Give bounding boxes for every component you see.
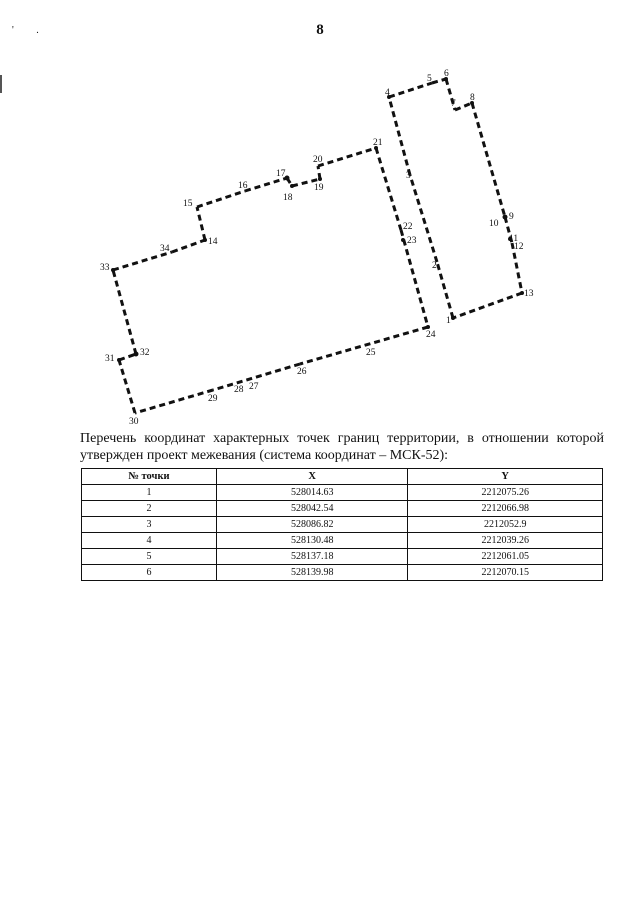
edge-34-14 xyxy=(172,240,205,252)
edge-32-33 xyxy=(113,270,136,354)
table-caption: Перечень координат характерных точек границ территории, в отношении которой утвержден проект межевания (система координат – МСК-52): xyxy=(80,431,604,463)
point-label-13: 13 xyxy=(524,289,534,299)
point-label-15: 15 xyxy=(183,199,193,209)
point-marker-10 xyxy=(503,215,508,220)
cell-y: 2212061.05 xyxy=(408,549,603,565)
point-label-10: 10 xyxy=(489,219,499,229)
point-label-12: 12 xyxy=(514,242,524,252)
point-label-19: 19 xyxy=(314,183,324,193)
edge-3-4 xyxy=(389,97,410,175)
edge-20-21 xyxy=(318,148,376,166)
point-marker-18 xyxy=(290,184,294,188)
edge-1-2 xyxy=(437,262,453,318)
point-label-23: 23 xyxy=(407,236,417,246)
point-label-26: 26 xyxy=(297,367,307,377)
cell-x: 528042.54 xyxy=(216,501,408,517)
point-label-34: 34 xyxy=(160,244,170,254)
table-row xyxy=(82,549,603,565)
header-x: X xyxy=(216,469,408,485)
edge-4-5 xyxy=(389,83,432,97)
point-label-30: 30 xyxy=(129,417,139,427)
cell-point: 3 xyxy=(82,517,217,533)
point-marker-14 xyxy=(203,238,207,242)
point-label-6: 6 xyxy=(444,69,449,79)
cell-point: 2 xyxy=(82,501,217,517)
cell-y: 2212066.98 xyxy=(408,501,603,517)
header-y: Y xyxy=(408,469,603,485)
point-label-14: 14 xyxy=(208,237,218,247)
point-marker-31 xyxy=(117,358,121,362)
cell-point: 5 xyxy=(82,549,217,565)
table-header-row xyxy=(82,469,603,485)
edge-33-34 xyxy=(113,252,172,270)
point-marker-19 xyxy=(318,177,322,181)
edge-21-22 xyxy=(376,148,401,230)
cell-x: 528086.82 xyxy=(216,517,408,533)
point-marker-24 xyxy=(426,325,430,329)
point-label-7: 7 xyxy=(451,99,456,109)
point-label-33: 33 xyxy=(100,263,110,273)
point-label-28: 28 xyxy=(234,385,244,395)
point-label-21: 21 xyxy=(373,138,383,148)
stray-marks: ' . xyxy=(12,25,49,36)
cell-point: 6 xyxy=(82,565,217,581)
edge-8-9 xyxy=(472,103,505,217)
point-label-17: 17 xyxy=(276,169,286,179)
cell-point: 1 xyxy=(82,485,217,501)
edge-2-3 xyxy=(410,175,437,262)
point-label-20: 20 xyxy=(313,155,323,165)
point-label-4: 4 xyxy=(385,88,390,98)
point-markers xyxy=(111,77,524,362)
point-label-31: 31 xyxy=(105,354,115,364)
cell-y: 2212075.26 xyxy=(408,485,603,501)
point-label-11: 11 xyxy=(509,234,519,244)
edge-16-17 xyxy=(245,178,287,191)
point-label-1: 1 xyxy=(446,316,451,326)
cell-point: 4 xyxy=(82,533,217,549)
edge-29-30 xyxy=(135,390,213,413)
point-label-32: 32 xyxy=(140,348,150,358)
page-number: 8 xyxy=(316,22,324,38)
point-label-24: 24 xyxy=(426,330,436,340)
boundary-lines xyxy=(113,79,522,413)
point-marker-1 xyxy=(451,316,455,320)
point-label-16: 16 xyxy=(238,181,248,191)
cell-y: 2212070.15 xyxy=(408,565,603,581)
coordinates-table xyxy=(81,468,603,581)
cell-x: 528014.63 xyxy=(216,485,408,501)
point-label-9: 9 xyxy=(509,212,514,222)
point-label-2: 2 xyxy=(432,261,437,271)
point-label-27: 27 xyxy=(249,382,259,392)
point-label-8: 8 xyxy=(470,93,475,103)
header-point-number: № точки xyxy=(82,469,217,485)
edge-14-15 xyxy=(197,207,205,240)
point-label-3: 3 xyxy=(406,171,411,181)
cell-y: 2212052.9 xyxy=(408,517,603,533)
point-label-18: 18 xyxy=(283,193,293,203)
point-label-25: 25 xyxy=(366,348,376,358)
table-row xyxy=(82,565,603,581)
edge-7-8 xyxy=(455,103,472,110)
table-row xyxy=(82,533,603,549)
edge-30-31 xyxy=(119,360,135,413)
point-marker-23 xyxy=(401,238,405,242)
table-row xyxy=(82,485,603,501)
cell-x: 528137.18 xyxy=(216,549,408,565)
edge-5-6 xyxy=(432,79,446,83)
boundary-plan xyxy=(0,0,640,440)
point-labels xyxy=(100,69,534,427)
table-row xyxy=(82,517,603,533)
cell-x: 528130.48 xyxy=(216,533,408,549)
edge-31-32 xyxy=(119,354,136,360)
edge-24-26 xyxy=(300,327,428,364)
point-label-22: 22 xyxy=(403,222,413,232)
point-marker-33 xyxy=(111,268,115,272)
edge-13-1 xyxy=(453,293,522,318)
point-label-5: 5 xyxy=(427,74,432,84)
edge-15-16 xyxy=(197,191,245,207)
cell-y: 2212039.26 xyxy=(408,533,603,549)
point-marker-32 xyxy=(134,352,139,357)
point-label-29: 29 xyxy=(208,394,218,404)
table-row xyxy=(82,501,603,517)
cell-x: 528139.98 xyxy=(216,565,408,581)
